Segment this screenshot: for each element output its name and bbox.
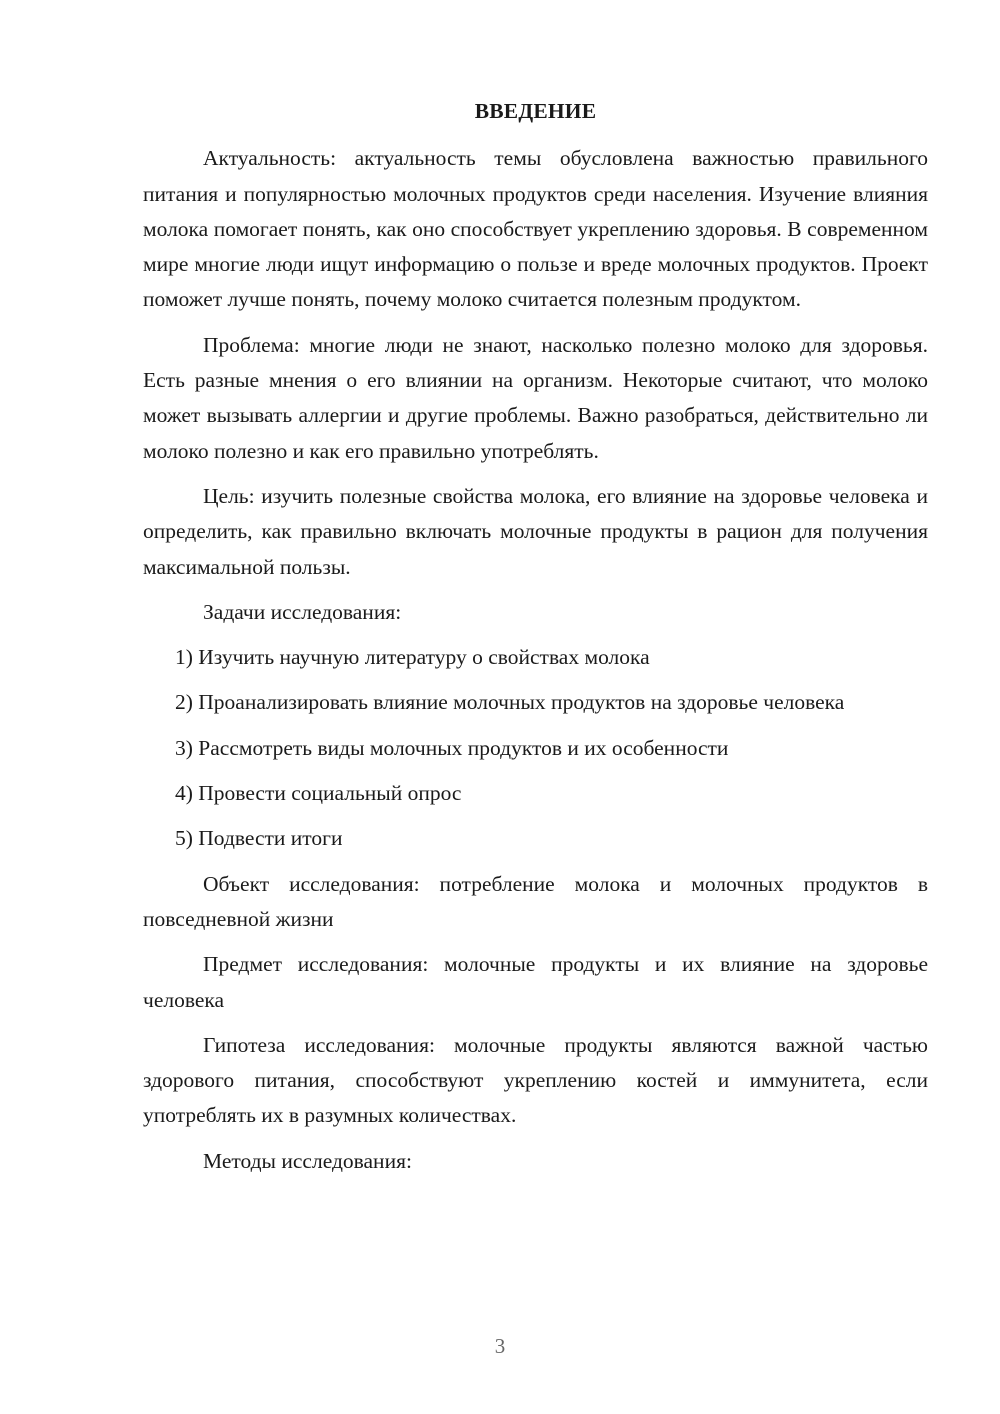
tasks-heading: Задачи исследования: — [203, 599, 402, 624]
paragraph-subject: Предмет исследования: молочные продукты и их влияние на здоровье человека — [143, 952, 928, 1012]
paragraph-goal: Цель: изучить полезные свойства молока, его влияние на здоровье человека и определить, как правильно включать молочные продукты в рацион для получения максимальной пользы. — [143, 483, 928, 579]
section-title: ВВЕДЕНИЕ — [474, 99, 597, 123]
page-number: 3 — [494, 1334, 506, 1358]
task-item-3: 3) Рассмотреть виды молочных продуктов и их особенности — [175, 735, 729, 760]
page-content — [143, 94, 928, 1189]
paragraph-object: Объект исследования: потребление молока и молочных продуктов в повседневной жизни — [143, 871, 928, 931]
task-item-2: 2) Проанализировать влияние молочных продуктов на здоровье человека — [175, 690, 845, 715]
task-item-4: 4) Провести социальный опрос — [175, 781, 462, 806]
paragraph-hypothesis: Гипотеза исследования: молочные продукты являются важной частью здорового питания, способствуют укреплению костей и иммунитета, если употреблять их в разумных количествах. — [143, 1032, 928, 1128]
task-item-1: 1) Изучить научную литературу о свойствах молока — [175, 645, 650, 670]
task-item-5: 5) Подвести итоги — [175, 826, 343, 851]
paragraph-relevance: Актуальность: актуальность темы обусловлена важностью правильного питания и популярностью молочных продуктов среди населения. Изучение влияния молока помогает понять, как оно способствует укреплению здоровья. В современном мире многие люди ищут информацию о пользе и вреде молочных продуктов. Проект поможет лучше понять, почему молоко считается полезным продуктом. — [143, 146, 928, 312]
paragraph-problem: Проблема: многие люди не знают, насколько полезно молоко для здоровья. Есть разные мнения о его влиянии на организм. Некоторые считают, что молоко может вызывать аллергии и другие проблемы. Важно разобраться, действительно ли молоко полезно и как его правильно употреблять. — [143, 332, 928, 463]
methods-heading: Методы исследования: — [203, 1148, 412, 1173]
